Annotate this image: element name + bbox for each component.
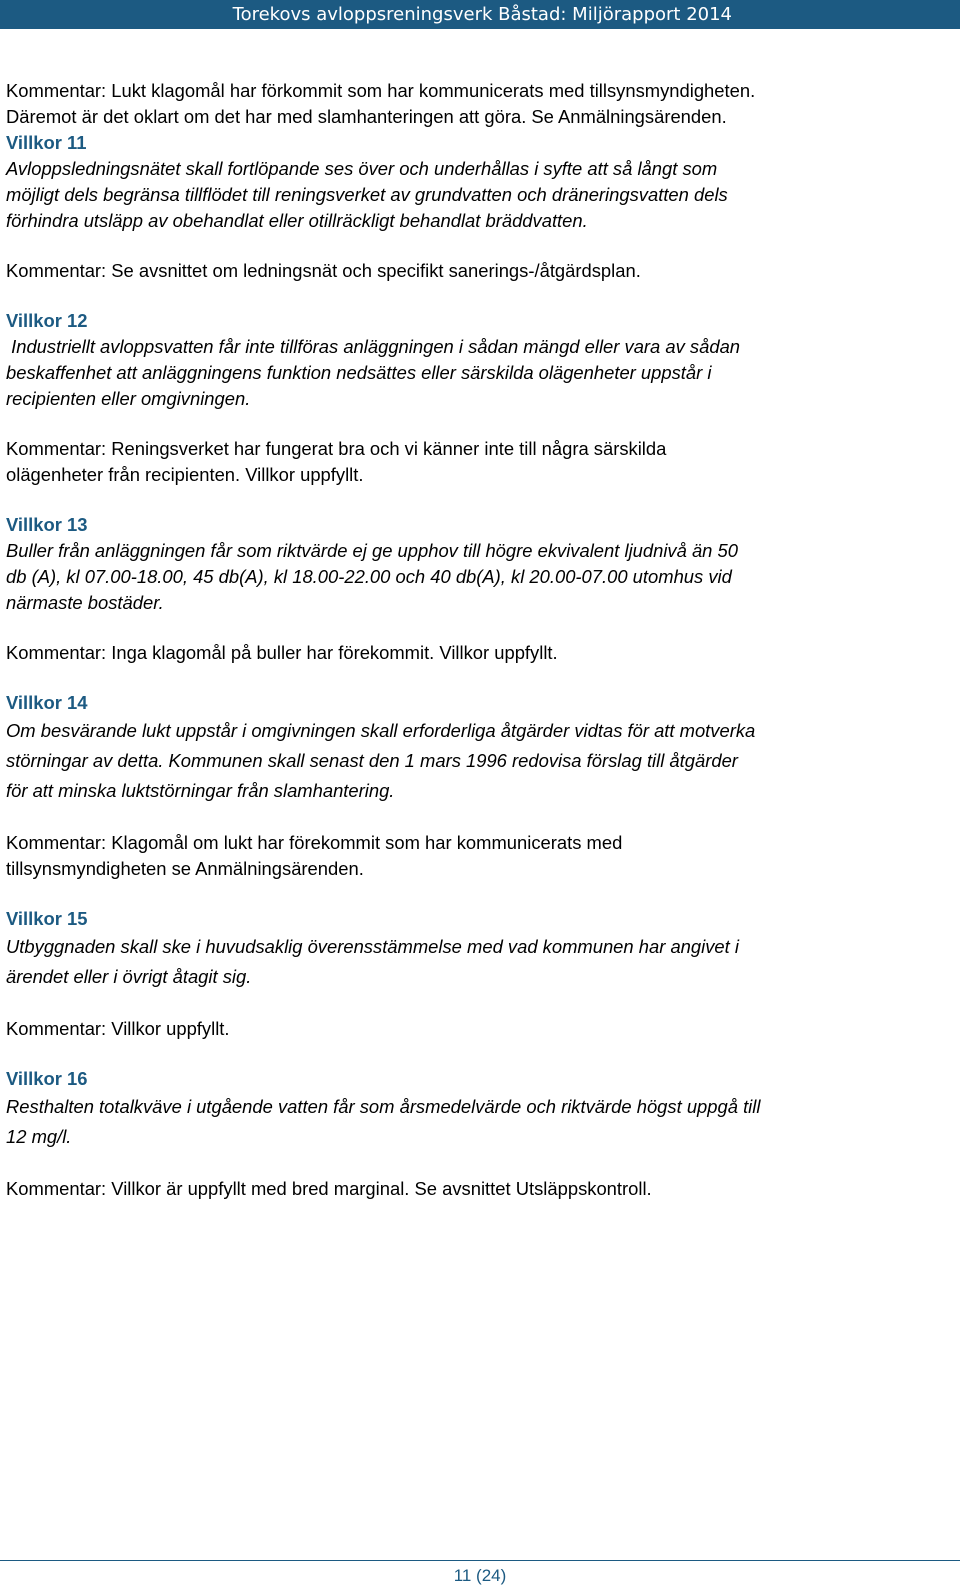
condition-comment: Kommentar: Se avsnittet om ledningsnät och specifikt sanerings-/åtgärdsplan.	[6, 260, 641, 281]
condition-text: Industriellt avloppsvatten får inte tillföras anläggningen i sådan mängd eller vara av sådan	[6, 336, 741, 357]
condition-text: db (A), kl 07.00-18.00, 45 db(A), kl 18.00-22.00 och 40 db(A), kl 20.00-07.00 utomhus vid	[6, 566, 732, 587]
condition-text: för att minska luktstörningar från slamhantering.	[6, 780, 395, 801]
page-number: 11 (24)	[453, 1566, 507, 1585]
footer-divider	[0, 1560, 960, 1561]
condition-text: 12 mg/l.	[6, 1126, 72, 1147]
condition-comment: Kommentar: Villkor är uppfyllt med bred marginal. Se avsnittet Utsläppskontroll.	[6, 1178, 652, 1199]
condition-text: Buller från anläggningen får som riktvärde ej ge upphov till högre ekvivalent ljudnivå än 50	[6, 540, 738, 561]
condition-title: Villkor 11	[6, 132, 87, 153]
document-title: Torekovs avloppsreningsverk Båstad: Miljörapport 2014	[232, 4, 732, 25]
condition-section	[6, 1066, 951, 1202]
condition-title: Villkor 15	[6, 908, 88, 929]
condition-title: Villkor 13	[6, 514, 88, 535]
condition-text: Om besvärande lukt uppstår i omgivningen skall erforderliga åtgärder vidtas för att motverka	[6, 720, 756, 741]
condition-title: Villkor 12	[6, 310, 88, 331]
condition-title: Villkor 14	[6, 692, 88, 713]
condition-comment: olägenheter från recipienten. Villkor uppfyllt.	[6, 464, 364, 485]
condition-text: beskaffenhet att anläggningens funktion nedsättes eller särskilda olägenheter uppstår i	[6, 362, 712, 383]
condition-text: förhindra utsläpp av obehandlat eller otillräckligt behandlat bräddvatten.	[6, 210, 588, 231]
condition-text: Avloppsledningsnätet skall fortlöpande ses över och underhållas i syfte att så långt som	[6, 158, 718, 179]
condition-text: recipienten eller omgivningen.	[6, 388, 251, 409]
condition-comment: Kommentar: Reningsverket har fungerat bra och vi känner inte till några särskilda	[6, 438, 667, 459]
condition-comment: Kommentar: Inga klagomål på buller har förekommit. Villkor uppfyllt.	[6, 642, 558, 663]
condition-section	[6, 512, 951, 666]
intro-comment-line: Kommentar: Lukt klagomål har förkommit som har kommunicerats med tillsynsmyndigheten.	[6, 80, 756, 101]
condition-comment: Kommentar: Klagomål om lukt har förekommit som har kommunicerats med	[6, 832, 623, 853]
condition-text: störningar av detta. Kommunen skall senast den 1 mars 1996 redovisa förslag till åtgärder	[6, 750, 738, 771]
condition-section	[6, 690, 951, 882]
document-body	[6, 78, 951, 1202]
condition-section	[6, 308, 951, 488]
page-header-bar	[0, 0, 960, 29]
condition-text: möjligt dels begränsa tillflödet till reningsverket av grundvatten och dräneringsvatten dels	[6, 184, 728, 205]
condition-text: Utbyggnaden skall ske i huvudsaklig överensstämmelse med vad kommunen har angivet i	[6, 936, 739, 957]
condition-text: närmaste bostäder.	[6, 592, 164, 613]
condition-comment: tillsynsmyndigheten se Anmälningsärenden.	[6, 858, 364, 879]
condition-comment: Kommentar: Villkor uppfyllt.	[6, 1018, 230, 1039]
condition-section	[6, 906, 951, 1042]
condition-section	[6, 130, 951, 284]
condition-text: ärendet eller i övrigt åtagit sig.	[6, 966, 252, 987]
intro-comment-line: Däremot är det oklart om det har med slamhanteringen att göra. Se Anmälningsärenden.	[6, 106, 727, 127]
condition-title: Villkor 16	[6, 1068, 88, 1089]
condition-text: Resthalten totalkväve i utgående vatten får som årsmedelvärde och riktvärde högst uppgå till	[6, 1096, 761, 1117]
